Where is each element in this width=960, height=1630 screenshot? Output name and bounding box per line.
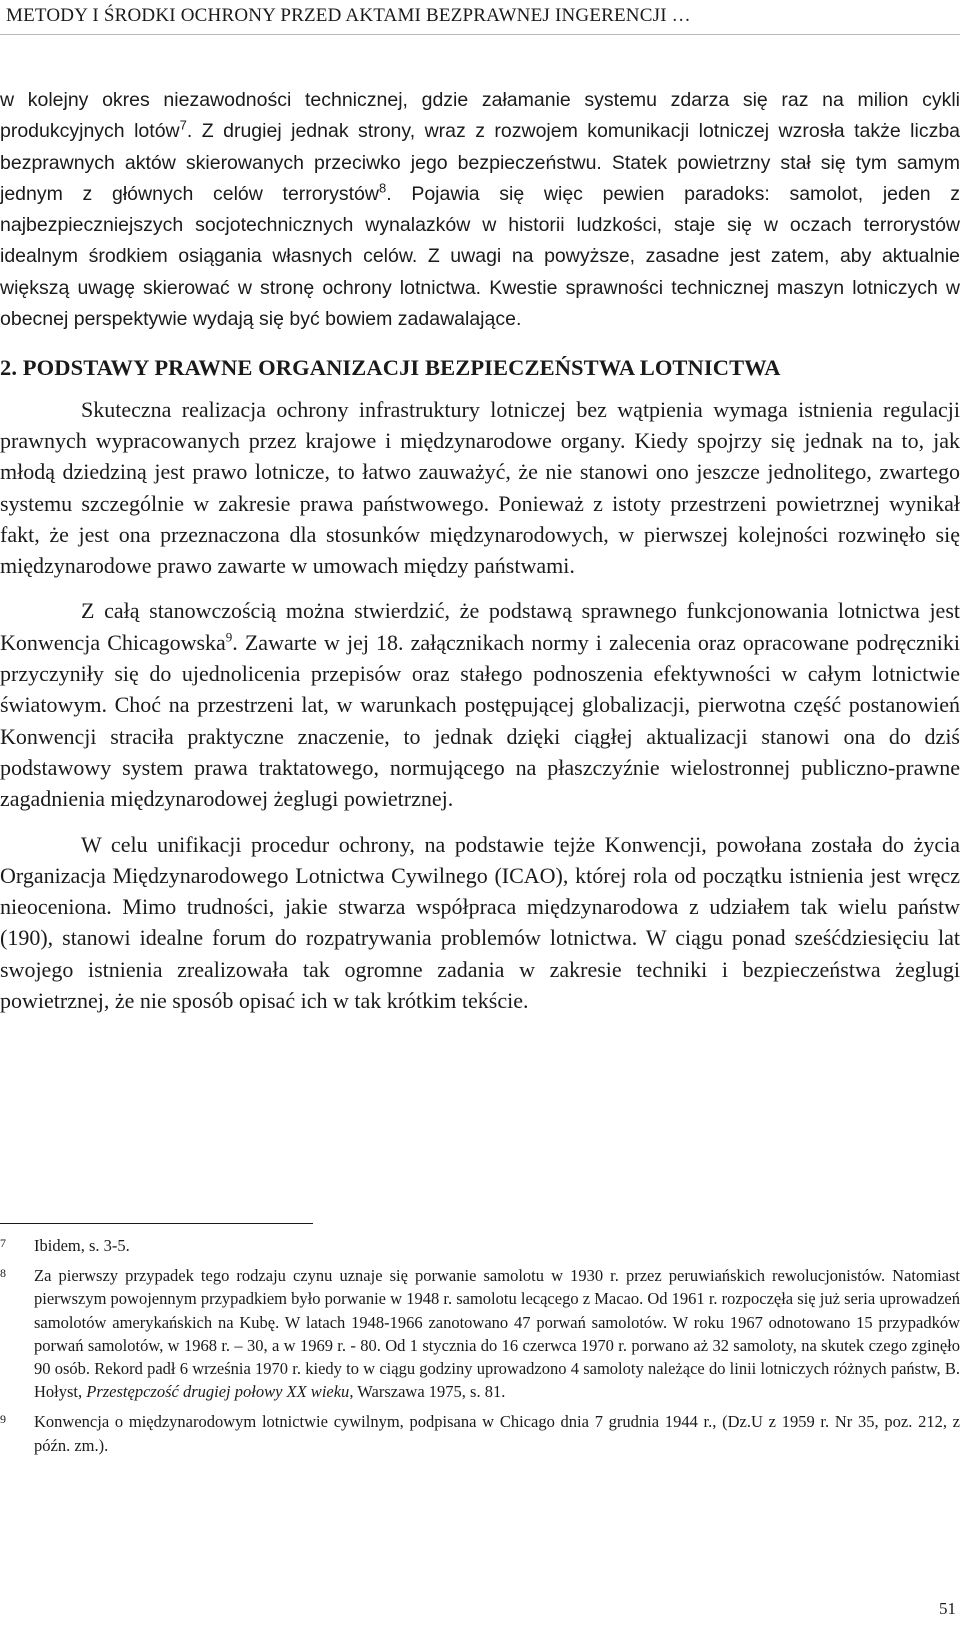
paragraph-icao: W celu unifikacji procedur ochrony, na podstawie tejże Konwencji, powołana została do życia Organizacja Międzynarodowego Lotnictwa Cywilnego (ICAO), której rola od początku istnienia jest wręcz nieoceniona. Mimo trudności, jakie stwarza współpraca międzynarodowa z udziałem tak wielu państw (190), stanowi idealne forum do rozpatrywania problemów lotnictwa. W ciągu ponad sześćdziesięciu lat swojego istnienia zrealizowała tak ogromne zadania w zakresie techniki i bezpieczeństwa żeglugi powietrznej, że nie sposób opisać ich w tak krótkim tekście.	[0, 831, 960, 1014]
footnote-number: 9	[0, 1412, 6, 1427]
intro-text-3: . Pojawia się więc pewien paradoks: samolot, jeden z najbezpieczniejszych socjotechnicznych wynalazków w historii ludzkości, staje się w oczach terrorystów idealnym środkiem osiągania własnych celów. Z uwagi na powyższe, zasadne jest zatem, aby aktualnie większą uwagę skierować w stronę ochrony lotnictwa. Kwestie sprawności technicznej maszyn lotniczych w obecnej perspektywie wydają się być bowiem zadawalające.	[0, 182, 960, 331]
intro-text-2: . Z drugiej jednak strony, wraz z rozwojem komunikacji lotniczej wzrosła także liczba bezprawnych aktów skierowanych przeciwko jego bezpieczeństwu. Statek powietrzny stał się tym samym jednym z głównych celów terrorystów	[0, 120, 960, 205]
footnote-ref-9[interactable]: 9	[225, 629, 233, 645]
footnote-8-tail: , Warszawa 1975, s. 81.	[349, 1382, 506, 1402]
footnotes	[0, 1234, 960, 1464]
footnote-8-book-title: Przestępczość drugiej połowy XX wieku	[86, 1382, 350, 1402]
footnote-ref-7[interactable]: 7	[179, 117, 187, 133]
footnote-number: 7	[0, 1236, 6, 1250]
header-rule	[0, 34, 960, 35]
chicago-text-1: Z całą stanowczością można stwierdzić, że podstawą sprawnego funkcjonowania lotnictwa jest Konwencja Chicagowska	[0, 598, 960, 655]
intro-paragraph	[0, 85, 960, 335]
page-number: 51	[939, 1599, 956, 1618]
footnote-9	[0, 1410, 960, 1456]
footnote-ref-8[interactable]: 8	[378, 180, 387, 196]
paragraph-legal-basis: Skuteczna realizacja ochrony infrastruktury lotniczej bez wątpienia wymaga istnienia regulacji prawnych wypracowanych przez krajowe i międzynarodowe organy. Kiedy spojrzy się jednak na to, jak młodą dziedziną jest prawo lotnicze, to łatwo zauważyć, że nie stanowi ono jeszcze jednolitego, zwartego systemu szczególnie w zakresie prawa państwowego. Ponieważ z istoty przestrzeni powietrznej wynikał fakt, że jest ona przeznaczona dla stosunków międzynarodowych, w pierwszej kolejności rozwinęło się międzynarodowe prawo zawarte w umowach między państwami.	[0, 396, 960, 579]
intro-text-1: w kolejny okres niezawodności technicznej, gdzie załamanie systemu zdarza się raz na milion cykli produkcyjnych lotów	[0, 89, 960, 143]
footnote-text: Ibidem, s. 3-5.	[34, 1236, 130, 1255]
footnote-separator	[0, 1223, 313, 1224]
section-heading: 2. PODSTAWY PRAWNE ORGANIZACJI BEZPIECZEŃSTWA LOTNICTWA	[0, 355, 781, 381]
running-header: METODY I ŚRODKI OCHRONY PRZED AKTAMI BEZPRAWNEJ INGERENCJI …	[6, 5, 691, 26]
page-body	[0, 85, 960, 1016]
paragraph-chicago-convention	[0, 595, 960, 814]
footnote-text	[34, 1264, 960, 1403]
footnote-8-main: Za pierwszy przypadek tego rodzaju czynu uznaje się porwanie samolotu w 1930 r. przez peruwiańskich rewolucjonistów. Natomiast pierwszym powojennym przypadkiem było porwanie w 1948 r. samolotu lecącego z Macao. Od 1961 r. rozpoczęła się już seria uprowadzeń samolotów amerykańskich na Kubę. W latach 1948-1966 zanotowano 47 porwań samolotów. W roku 1967 odnotowano 15 przypadków porwań samolotów, w 1968 r. – 30, a w 1969 r. - 80. Od 1 stycznia do 16 czerwca 1970 r. porwano aż 32 samoloty, na skutek czego zginęło 90 osób. Rekord padł 6 września 1970 r. kiedy to w ciągu godziny uprowadzono 4 samoloty należące do linii lotniczych różnych państw, B. Hołyst,	[34, 1266, 960, 1402]
footnote-number: 8	[0, 1266, 6, 1281]
chicago-text-2: . Zawarte w jej 18. załącznikach normy i zalecenia oraz opracowane podręczniki przyczyniły się do ujednolicenia przepisów oraz stałego podnoszenia efektywności w całym lotnictwie światowym. Choć na przestrzeni lat, w warunkach postępującej globalizacji, pierwotna część postanowień Konwencji straciła praktyczne znaczenie, to jednak dzięki ciągłej aktualizacji stanowi ona do dziś podstawowy system prawa traktatowego, normującego na płaszczyźnie wielostronnej publiczno-prawne zagadnienia międzynarodowej żeglugi powietrznej.	[0, 629, 960, 812]
footnote-7	[0, 1234, 960, 1257]
footnote-text: Konwencja o międzynarodowym lotnictwie cywilnym, podpisana w Chicago dnia 7 grudnia 1944 r., (Dz.U z 1959 r. Nr 35, poz. 212, z późn. zm.).	[34, 1412, 960, 1455]
footnote-8	[0, 1264, 960, 1403]
